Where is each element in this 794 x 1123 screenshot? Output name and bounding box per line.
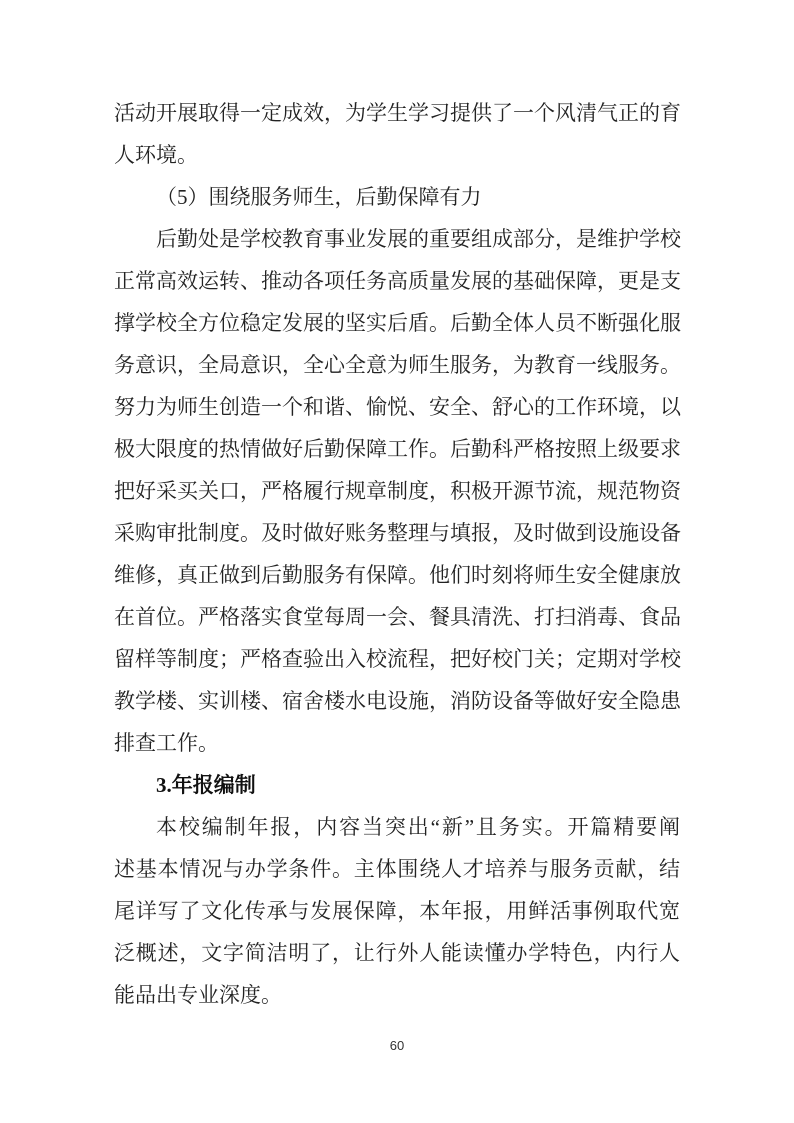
text-line: 泛概述，文字简洁明了，让行外人能读懂办学特色，内行人 [114,941,680,965]
text-line: 撑学校全方位稳定发展的坚实后盾。后勤全体人员不断强化服 [114,311,681,335]
text-line: 尾详写了文化传承与发展保障，本年报，用鲜活事例取代宽 [114,899,680,923]
text-line: 教学楼、实训楼、宿舍楼水电设施，消防设备等做好安全隐患 [114,689,681,713]
text-line: 活动开展取得一定成效，为学生学习提供了一个风清气正的育 [114,101,681,125]
page-number: 60 [389,1038,405,1053]
text-line: 排查工作。 [114,731,219,755]
subsection-heading: （5）围绕服务师生，后勤保障有力 [156,185,482,209]
text-line: 采购审批制度。及时做好账务整理与填报，及时做到设施设备 [114,521,681,545]
text-line: 维修，真正做到后勤服务有保障。他们时刻将师生安全健康放 [114,563,681,587]
page-body [114,92,680,1016]
text-line: 在首位。严格落实食堂每周一会、餐具清洗、打扫消毒、食品 [114,605,681,629]
text-line: 后勤处是学校教育事业发展的重要组成部分，是维护学校 [156,227,681,251]
text-line: 人环境。 [114,143,198,167]
text-line: 努力为师生创造一个和谐、愉悦、安全、舒心的工作环境，以 [114,395,681,419]
text-line: 正常高效运转、推动各项任务高质量发展的基础保障，更是支 [114,269,681,293]
text-line: 留样等制度；严格查验出入校流程，把好校门关；定期对学校 [114,647,681,671]
text-line: 述基本情况与办学条件。主体围绕人才培养与服务贡献，结 [114,857,680,881]
text-line: 本校编制年报，内容当突出“新”且务实。开篇精要阐 [156,815,680,839]
section-heading: 3.年报编制 [156,773,256,797]
text-line: 极大限度的热情做好后勤保障工作。后勤科严格按照上级要求 [114,437,681,461]
text-line: 务意识，全局意识，全心全意为师生服务，为教育一线服务。 [114,353,681,377]
text-line: 能品出专业深度。 [114,983,282,1007]
text-line: 把好采买关口，严格履行规章制度，积极开源节流，规范物资 [114,479,681,503]
